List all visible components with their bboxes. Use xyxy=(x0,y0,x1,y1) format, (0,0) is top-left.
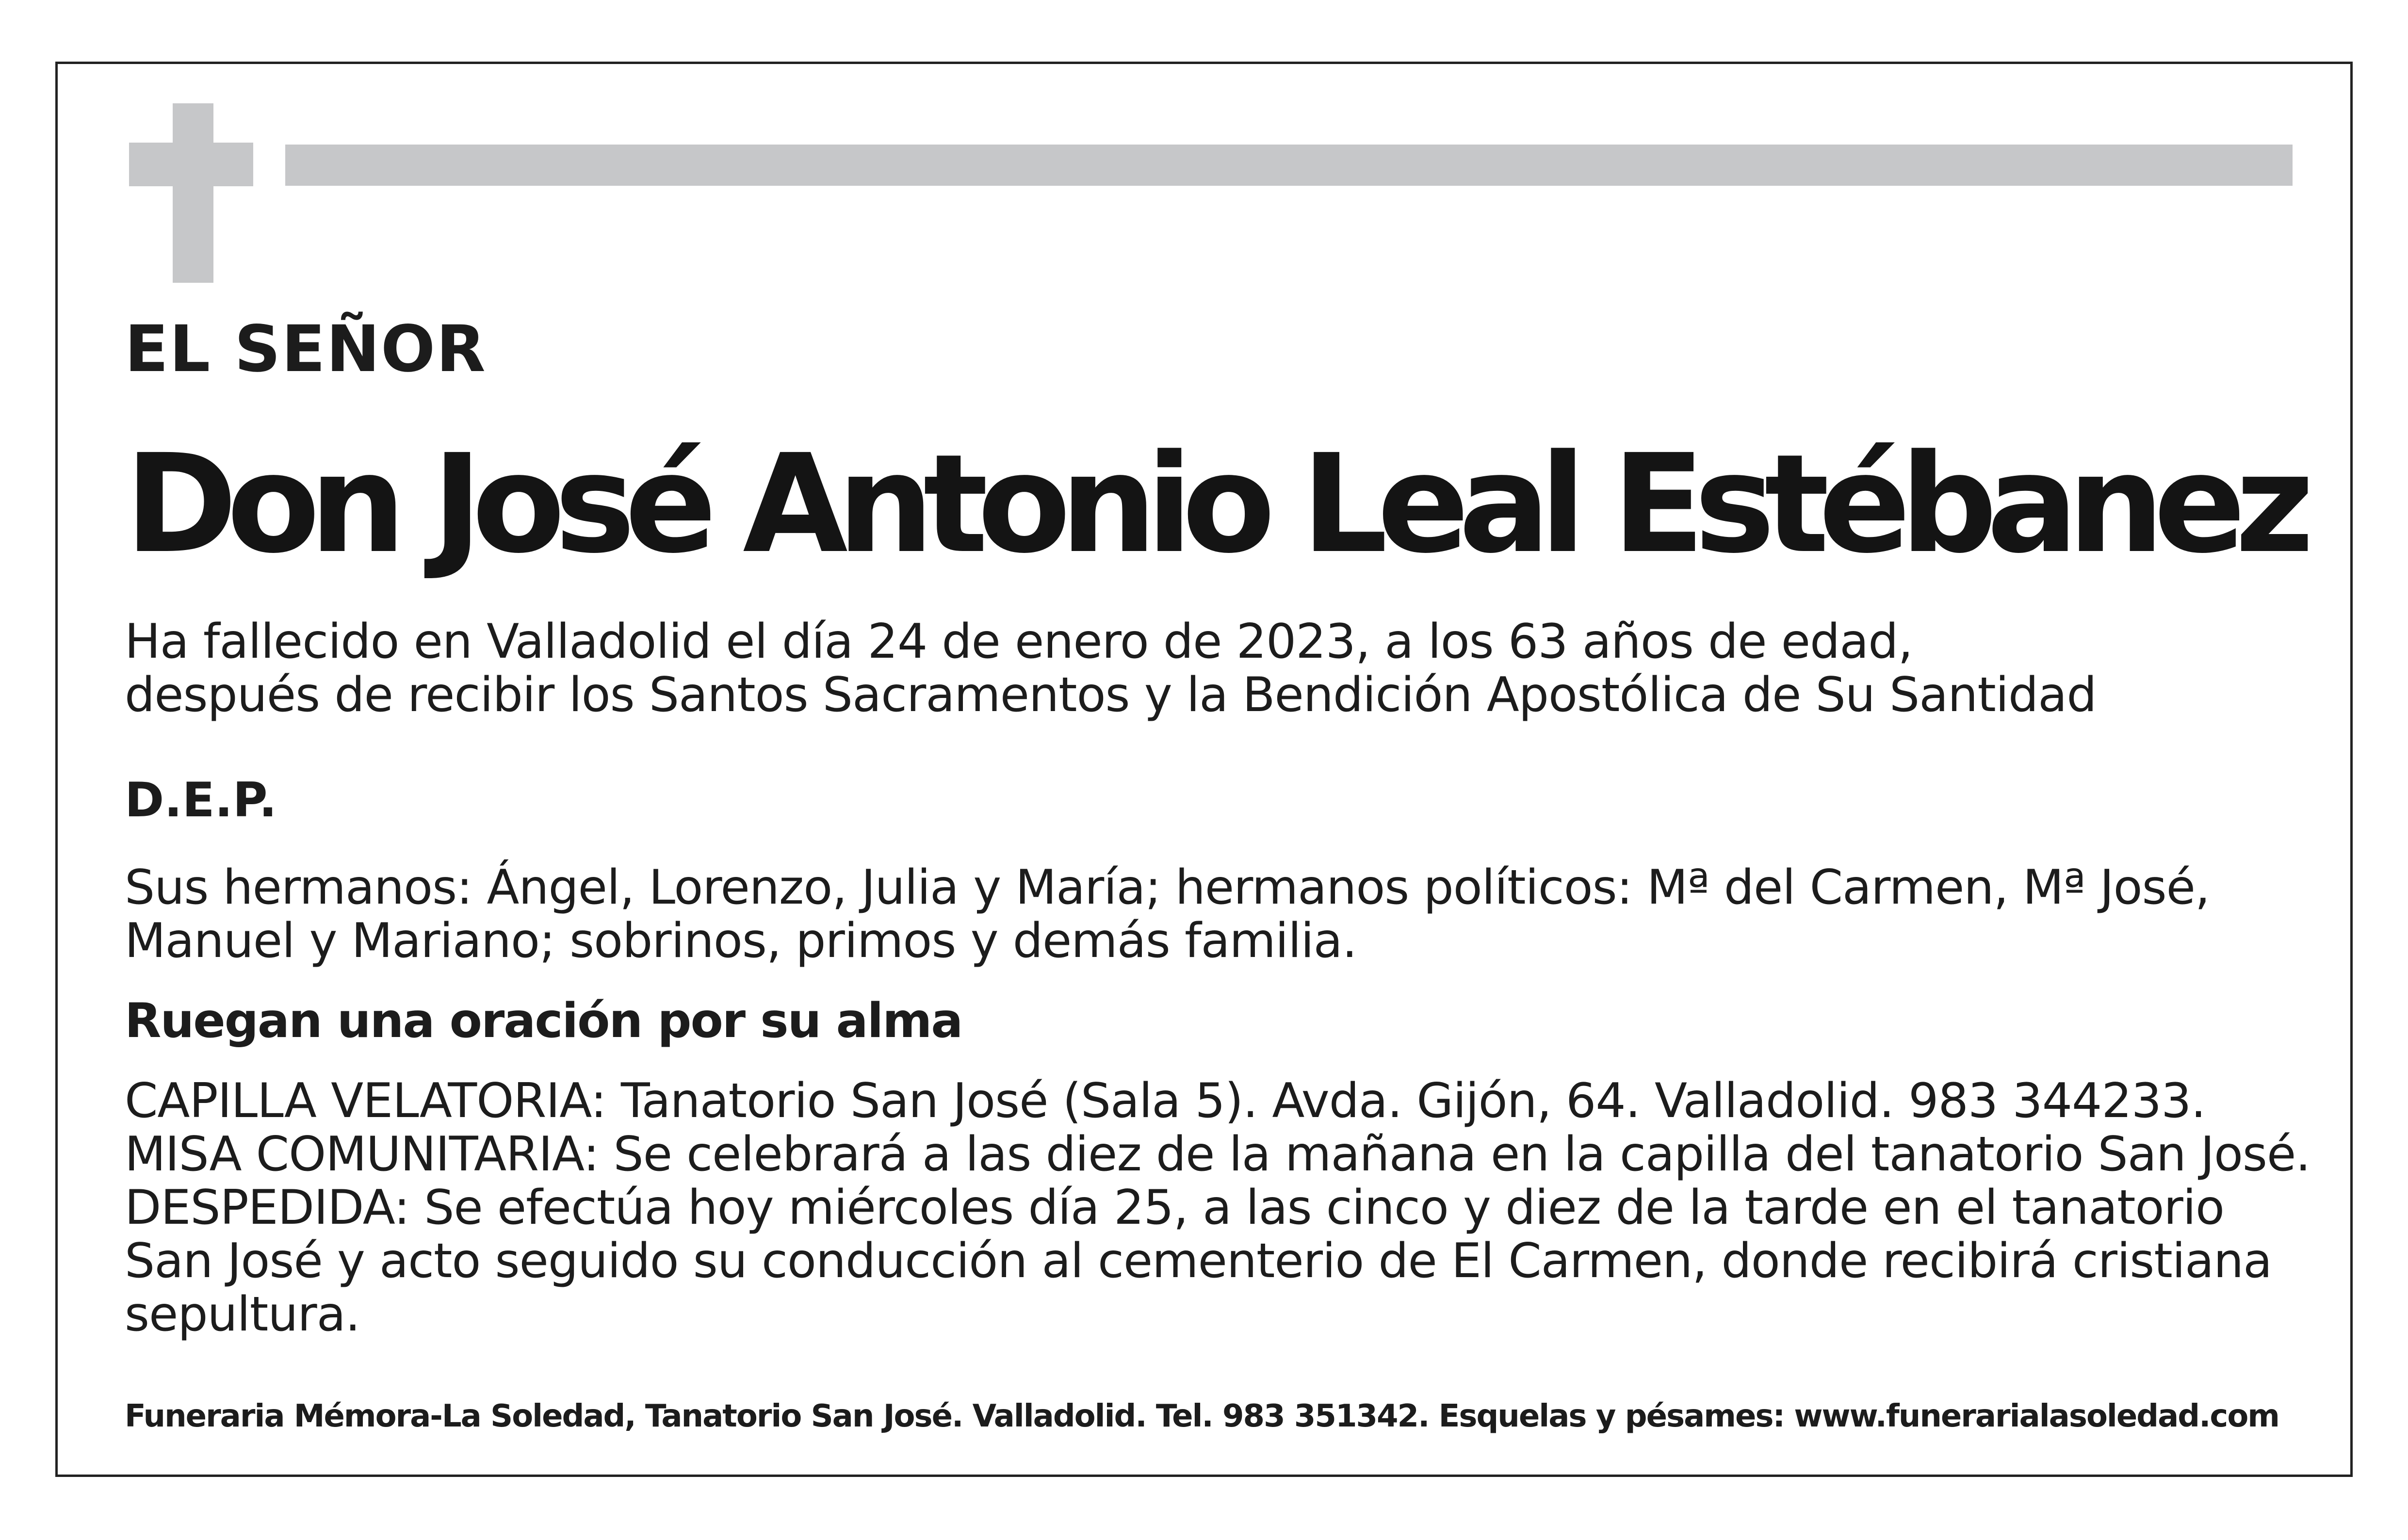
header-rule xyxy=(285,145,2293,186)
deceased-name: Don José Antonio Leal Estébanez xyxy=(125,425,2304,584)
prayer-request: Ruegan una oración por su alma xyxy=(125,993,962,1049)
announcement-line: Ha fallecido en Valladolid el día 24 de enero de 2023, a los 63 años de edad, xyxy=(125,614,1913,669)
service-line: sepultura. xyxy=(125,1287,360,1342)
service-line: San José y acto seguido su conducción al cementerio de El Carmen, donde recibirá cristiana xyxy=(125,1233,2272,1289)
service-details xyxy=(125,1074,2310,1341)
announcement-line: después de recibir los Santos Sacramentos y la Bendición Apostólica de Su Santidad xyxy=(125,667,2097,723)
service-line: DESPEDIDA: Se efectúa hoy miércoles día 25, a las cinco y diez de la tarde en el tanatorio xyxy=(125,1180,2224,1235)
death-announcement xyxy=(125,615,2097,722)
family-line: Manuel y Mariano; sobrinos, primos y demás familia. xyxy=(125,913,1357,969)
family-line: Sus hermanos: Ángel, Lorenzo, Julia y María; hermanos políticos: Mª del Carmen, Mª José, xyxy=(125,860,2210,915)
cross-icon-arm xyxy=(129,143,253,186)
service-line: CAPILLA VELATORIA: Tanatorio San José (Sala 5). Avda. Gijón, 64. Valladolid. 983 344233. xyxy=(125,1073,2206,1129)
cross-icon xyxy=(173,103,213,283)
rip-label: D.E.P. xyxy=(125,773,277,828)
family-list xyxy=(125,861,2210,968)
funeral-home-footer: Funeraria Mémora-La Soledad, Tanatorio San José. Valladolid. Tel. 983 351342. Esquelas y pésames: www.funerarialasoledad.com xyxy=(125,1398,2279,1434)
pre-title: EL SEÑOR xyxy=(125,312,487,387)
service-line: MISA COMUNITARIA: Se celebrará a las diez de la mañana en la capilla del tanatorio San José. xyxy=(125,1127,2310,1182)
